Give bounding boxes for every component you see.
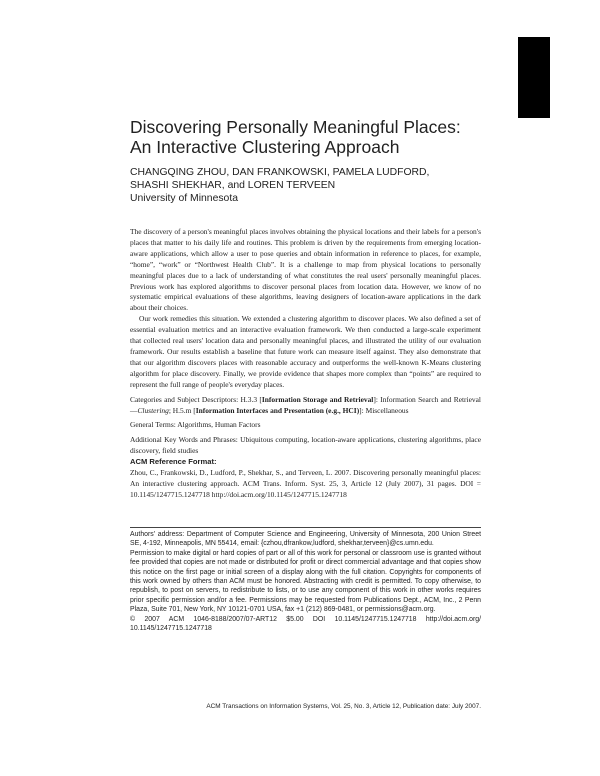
authors-address: Authors' address: Department of Computer Science and Engineering, University of Minnesota, 200 Union Street SE, 4-192, Minneapolis, MN 55414, email: {czhou,dfrankow,ludford, shekhar,terveen}@cs.umn.edu.	[130, 531, 481, 548]
abstract-paragraph-2: Our work remedies this situation. We extended a clustering algorithm to discover places. We also defined a set of essential evaluation metrics and an interactive evaluation framework. We then conducted a large-scale experiment that collected real users' location data and personally meaningful places, and illustrated the utility of our evaluation framework. Our results establish a baseline that future work can measure itself against. They also demonstrate that that our algorithm discovers places with reasonable accuracy and outperforms the well-known K-Means clustering algorithm for place discovery. Finally, we provide evidence that shapes more complex than “points” are required to represent the full range of people's everyday places.	[130, 314, 481, 389]
paper-title	[130, 117, 510, 157]
keywords: Additional Key Words and Phrases: Ubiquitous computing, location-aware applications, clustering algorithms, place discovery, field studies	[130, 435, 481, 456]
author-block	[130, 166, 510, 206]
footnote-block	[130, 530, 481, 633]
acm-reference-text: Zhou, C., Frankowski, D., Ludford, P., Shekhar, S., and Terveen, L. 2007. Discovering personally meaningful places: An interactive clustering approach. ACM Trans. Inform. Syst. 25, 3, Article 12 (July 2007), 31 pages. DOI = 10.1145/1247715.1247718 http://doi.acm.org/10.1145/1247715.1247718	[130, 468, 481, 499]
title-line-2: An Interactive Clustering Approach	[130, 137, 400, 157]
copyright-line: © 2007 ACM 1046-8188/2007/07-ART12 $5.00 DOI 10.1145/1247715.1247718 http://doi.acm.org/ 10.1145/1247715.1247718	[130, 615, 481, 633]
abstract-block	[130, 227, 481, 501]
authors-line-1: CHANGQING ZHOU, DAN FRANKOWSKI, PAMELA LUDFORD,	[130, 167, 430, 178]
abstract-paragraph-1: The discovery of a person's meaningful places involves obtaining the physical locations and their labels for a person's places that matter to his daily life and routines. This problem is driven by the requirements from emerging location-aware applications, which allow a user to pose queries and obtain information in reference to places, for example, “home”, “work” or “Northwest Health Club”. It is a challenge to map from physical locations to personally meaningful places due to a lack of understanding of what constitutes the real users' personally meaningful places. Previous work has explored algorithms to discover personal places from location data. However, we know of no systematic empirical evaluations of these algorithms, leaving designers of location-aware applications in the dark about their choices.	[130, 227, 481, 313]
section-tab-marker	[518, 37, 550, 118]
footnote-divider	[130, 527, 481, 528]
title-line-1: Discovering Personally Meaningful Places:	[130, 117, 461, 137]
general-terms: General Terms: Algorithms, Human Factors	[130, 420, 261, 430]
authors-line-2: SHASHI SHEKHAR, and LOREN TERVEEN	[130, 180, 336, 192]
categories-descriptors: Categories and Subject Descriptors: H.3.3 [Information Storage and Retrieval]: Information Search and Retrieval—Clustering; H.5.m [Information Interfaces and Presentation (e.g., HCI)]: Miscellaneous	[130, 394, 481, 415]
journal-footer: ACM Transactions on Information Systems, Vol. 25, No. 3, Article 12, Publication date: July 2007.	[206, 703, 481, 710]
permission-notice: Permission to make digital or hard copies of part or all of this work for personal or classroom use is granted without fee provided that copies are not made or distributed for profit or direct commercial advantage and that copies show this notice on the first page or initial screen of a display along with the full citation. Copyrights for components of this work owned by others than ACM must be honored. Abstracting with credit is permitted. To copy otherwise, to republish, to post on servers, to redistribute to lists, or to use any component of this work in other works requires prior specific permission and/or a fee. Permissions may be requested from Publications Dept., ACM, Inc., 2 Penn Plaza, Suite 701, New York, NY 10121-0701 USA, fax +1 (212) 869-0481, or permissions@acm.org.	[130, 549, 481, 614]
acm-reference-heading: ACM Reference Format:	[130, 457, 217, 467]
affiliation: University of Minnesota	[130, 193, 238, 205]
